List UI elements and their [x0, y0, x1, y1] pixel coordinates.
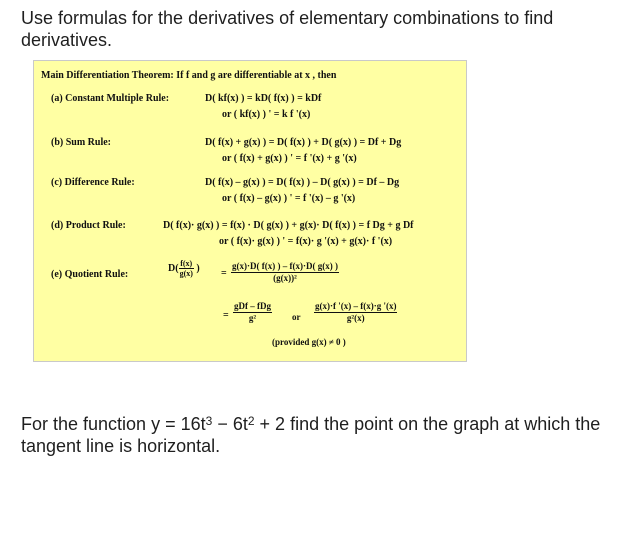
rule-formula-difference: D( f(x) – g(x) ) = D( f(x) ) – D( g(x) ) = Df – Dg: [205, 177, 400, 188]
rule-alt-constant-multiple: or ( kf(x) ) ' = k f '(x): [222, 109, 311, 120]
quotient-formula-prime: $\frac{g(x)\cdot f '(x) - f(x)\cdot g '(x)}{\text{g²(x)}}$: [315, 301, 397, 323]
rule-formula-product: D( f(x)· g(x) ) = f(x) · D( g(x) ) + g(x)· D( f(x) ) = f Dg + g Df: [163, 220, 414, 231]
rule-alt-sum: or ( f(x) + g(x) ) ' = f '(x) + g '(x): [222, 153, 357, 164]
question-text: For the function $y = 16t^3 - 6t^2 + 2$ find the point on the graph at which the tangent line is horizontal.: [21, 414, 601, 456]
rule-alt-product: or ( f(x)· g(x) ) ' = f(x)· g '(x) + g(x)· f '(x): [219, 236, 393, 247]
quotient-formula-full: $\frac{g(x)\cdot D( f(x) ) - f(x)\cdot D( g(x) )}{\text{(g(x))²}}$: [232, 261, 338, 283]
quotient-lhs: D( $\frac{f(x)}{g(x)}$ ): [168, 259, 200, 278]
intro-text: Use formulas for the derivatives of elementary combinations to find derivatives.: [21, 8, 554, 50]
rule-label-difference: (c) Difference Rule:: [51, 177, 135, 188]
quotient-or: or: [292, 312, 301, 322]
rule-label-sum: (b) Sum Rule:: [51, 137, 112, 148]
rule-formula-sum: D( f(x) + g(x) ) = D( f(x) ) + D( g(x) ) = Df + Dg: [205, 137, 402, 148]
differentiation-theorem-box: [33, 60, 467, 362]
function-formula: $y = 16t^3 - 6t^2 + 2$: [151, 414, 286, 434]
theorem-title: Main Differentiation Theorem: If f and g are differentiable at x , then: [41, 70, 337, 81]
rule-label-quotient: (e) Quotient Rule:: [51, 269, 129, 280]
rule-alt-difference: or ( f(x) – g(x) ) ' = f '(x) – g '(x): [222, 193, 356, 204]
rule-label-constant-multiple: (a) Constant Multiple Rule:: [51, 93, 170, 104]
quotient-provided: (provided g(x) ≠ 0 ): [272, 337, 346, 347]
quotient-formula-short: $\frac{\text{gDf – fDg}}{\text{g²}}$: [234, 301, 271, 323]
quotient-equals-1: =: [221, 268, 227, 279]
quotient-equals-2: =: [223, 310, 229, 321]
rule-formula-constant-multiple: D( kf(x) ) = kD( f(x) ) = kDf: [205, 93, 322, 104]
rule-label-product: (d) Product Rule:: [51, 220, 126, 231]
